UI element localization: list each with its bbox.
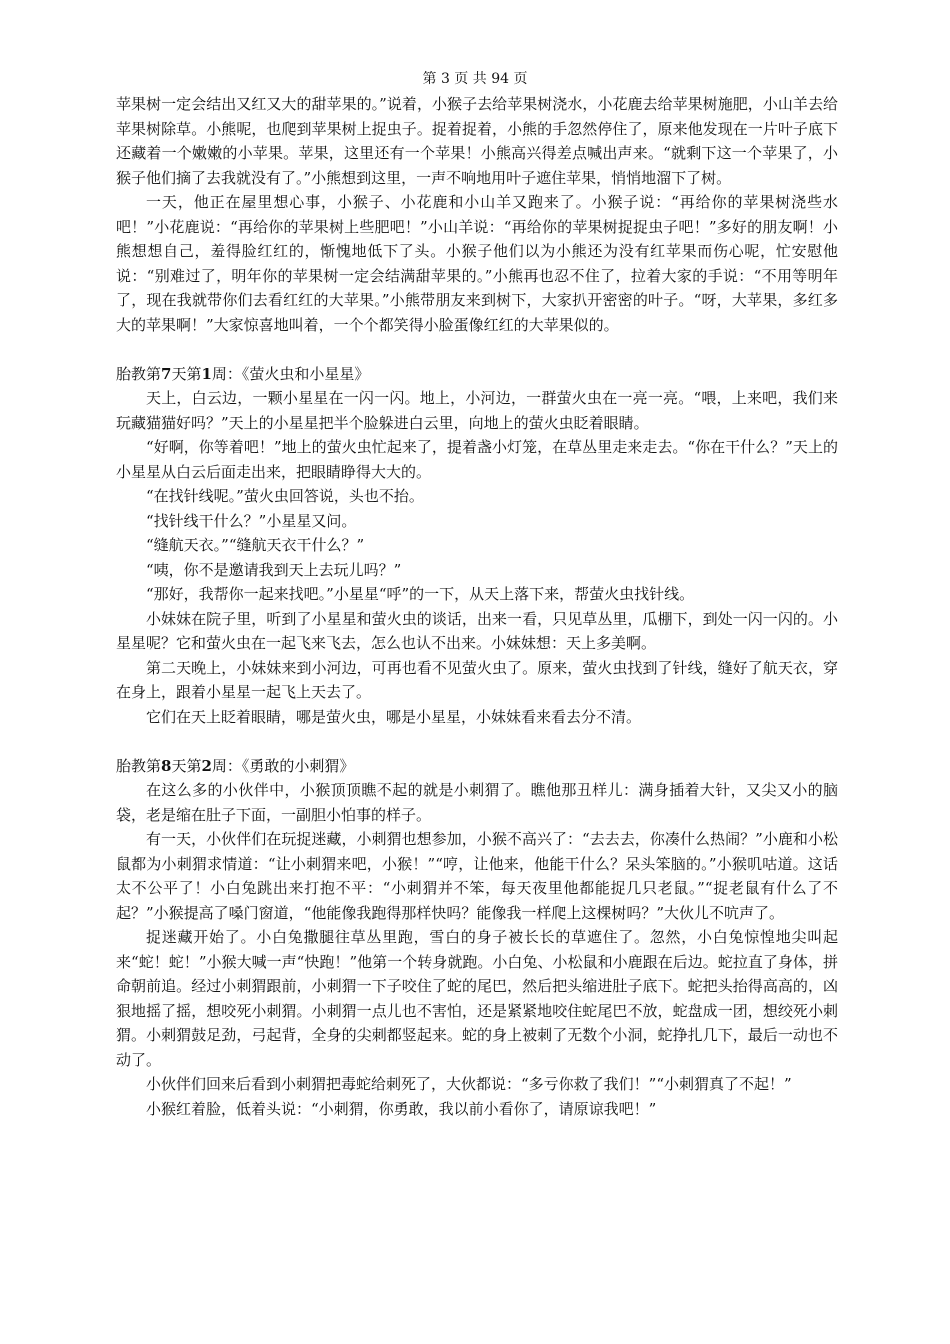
paragraph: “找针线干什么？”小星星又问。 — [146, 511, 357, 530]
section-title: 胎教第7天第1周：《萤火虫和小星星》 — [116, 364, 370, 383]
page-header: 第 3 页 共 94 页 — [422, 71, 528, 87]
paragraph: 小猴红着脸，低着头说：“小刺猬，你勇敢，我以前小看你了，请原谅我吧！” — [146, 1099, 657, 1118]
paragraph: “好啊，你等着吧！”地上的萤火虫忙起来了，提着盏小灯笼，在草丛里走来走去。“你在干什么？”天上的小星星从白云后面走出来，把眼睛睁得大大的。 — [116, 438, 838, 481]
paragraph: “在找针线呢。”萤火虫回答说，头也不抬。 — [146, 487, 424, 505]
paragraph: “咦，你不是邀请我到天上去玩儿吗？” — [146, 560, 402, 579]
paragraph: 小伙伴们回来后看到小刺猬把毒蛇给刺死了，大伙都说：“多亏你救了我们！”“小刺猬真了不起！” — [146, 1075, 792, 1093]
paragraph: “缝航天衣。”“缝航天衣干什么？” — [146, 536, 365, 554]
paragraph: 第二天晚上，小妹妹来到小河边，可再也看不见萤火虫了。原来，萤火虫找到了针线，缝好了航天衣，穿在身上，跟着小星星一起飞上天去了。 — [116, 658, 838, 701]
paragraph: 苹果树一定会结出又红又大的甜苹果的。”说着，小猴子去给苹果树浇水，小花鹿去给苹果树施肥，小山羊去给苹果树除草。小熊呢，也爬到苹果树上捉虫子。捉着捉着，小熊的手忽然停住了，原来他发现在一片叶子底下还藏着一个嫩嫩的小苹果。苹果，这里还有一个苹果！小熊高兴得差点喊出声来。“就剩下这一个苹果了，小猴子他们摘了去我就没有了。”小熊想到这里，一声不响地用叶子遮住苹果，悄悄地溜下了树。 — [116, 95, 838, 187]
paragraph: 一天，他正在屋里想心事，小猴子、小花鹿和小山羊又跑来了。小猴子说：“再给你的苹果树浇些水吧！”小花鹿说：“再给你的苹果树上些肥吧！”小山羊说：“再给你的苹果树捉捉虫子吧！”多好的朋友啊！小熊想想自己，羞得脸红红的，惭愧地低下了头。小猴子他们以为小熊还为没有红苹果而伤心呢，忙安慰他说：“别难过了，明年你的苹果树一定会结满甜苹果的。”小熊再也忍不住了，拉着大家的手说：“不用等明年了，现在我就带你们去看红红的大苹果。”小熊带朋友来到树下，大家扒开密密的叶子。“呀，大苹果，多红多大的苹果啊！”大家惊喜地叫着，一个个都笑得小脸蛋像红红的大苹果似的。 — [116, 193, 838, 334]
paragraph: 天上，白云边，一颗小星星在一闪一闪。地上，小河边，一群萤火虫在一亮一亮。“喂，上来吧，我们来玩藏猫猫好吗？”天上的小星星把半个脸躲进白云里，向地上的萤火虫眨着眼睛。 — [116, 389, 838, 432]
section-gap — [116, 337, 838, 362]
paragraph: 在这么多的小伙伴中，小猴顶顶瞧不起的就是小刺猬了。瞧他那丑样儿：满身插着大针，又尖又小的脑袋，老是缩在肚子下面，一副胆小怕事的样子。 — [116, 781, 838, 824]
paragraph: 它们在天上眨着眼睛，哪是萤火虫，哪是小星星，小妹妹看来看去分不清。 — [146, 707, 642, 726]
document-body — [116, 92, 838, 1121]
section-title: 胎教第8天第2周：《勇敢的小刺猬》 — [116, 756, 355, 775]
paragraph: 捉迷藏开始了。小白兔撒腿往草丛里跑，雪白的身子被长长的草遮住了。忽然，小白兔惊惶地尖叫起来“蛇！蛇！”小猴大喊一声“快跑！”他第一个转身就跑。小白兔、小松鼠和小鹿跟在后边。蛇拉直了身体，拼命朝前追。经过小刺猬跟前，小刺猬一下子咬住了蛇的尾巴，然后把头缩进肚子底下。蛇把头抬得高高的，凶狠地摇了摇，想咬死小刺猬。小刺猬一点儿也不害怕，还是紧紧地咬住蛇尾巴不放，蛇盘成一团，想绞死小刺猬。小刺猬鼓足劲，弓起背，全身的尖刺都竖起来。蛇的身上被刺了无数个小洞，蛇挣扎几下，最后一动也不动了。 — [116, 928, 838, 1069]
paragraph: “那好，我帮你一起来找吧。”小星星“呼”的一下，从天上落下来，帮萤火虫找针线。 — [146, 585, 695, 603]
paragraph: 有一天，小伙伴们在玩捉迷藏，小刺猬也想参加，小猴不高兴了：“去去去，你凑什么热闹？”小鹿和小松鼠都为小刺猬求情道：“让小刺猬来吧，小猴！”“哼，让他来，他能干什么？呆头笨脑的。”小猴叽咕道。这话太不公平了！小白兔跳出来打抱不平：“小刺猬并不笨，每天夜里他都能捉几只老鼠。”“捉老鼠有什么了不起？”小猴提高了嗓门窗道，“他能像我跑得那样快吗？能像我一样爬上这棵树吗？”大伙儿不吭声了。 — [116, 830, 838, 922]
section-gap — [116, 729, 838, 754]
paragraph: 小妹妹在院子里，听到了小星星和萤火虫的谈话，出来一看，只见草丛里，瓜棚下，到处一闪一闪的。小星星呢？它和萤火虫在一起飞来飞去，怎么也认不出来。小妹妹想：天上多美啊。 — [116, 609, 838, 652]
